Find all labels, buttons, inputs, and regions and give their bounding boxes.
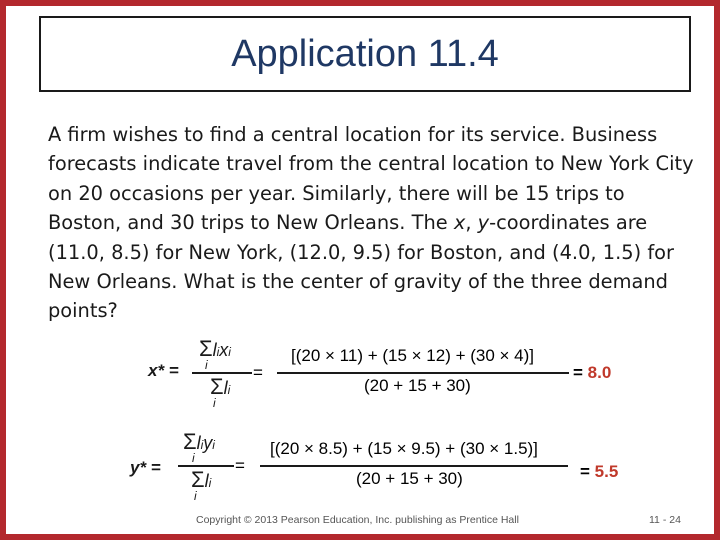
l-symbol: l (204, 471, 209, 491)
x-numerator: [(20 × 11) + (15 × 12) + (30 × 4)] (291, 346, 535, 365)
y-result (580, 462, 618, 482)
x-numerator-index: i (205, 358, 208, 372)
y-symbolic-numerator (183, 429, 215, 455)
sigma-icon: Σ (191, 467, 205, 492)
y-result-value: 5.5 (594, 462, 619, 481)
sigma-icon: Σ (199, 336, 213, 361)
x-variable: x (453, 211, 466, 235)
title-box (39, 16, 691, 92)
subscript-i: i (227, 383, 231, 397)
l-symbol: l (212, 340, 217, 360)
y-numerator: [(20 × 8.5) + (15 × 9.5) + (30 × 1.5)] (270, 439, 538, 458)
sigma-icon: Σ (210, 374, 224, 399)
x-equals: = (253, 363, 263, 382)
x-denominator-index: i (213, 396, 216, 410)
x-star-label: x* = (148, 361, 179, 380)
sigma-icon: Σ (183, 429, 197, 454)
problem-comma: , (465, 211, 478, 235)
copyright-footer: Copyright © 2013 Pearson Education, Inc. publishing as Prentice Hall (196, 514, 519, 526)
x-symbol: x (219, 340, 229, 360)
y-star-label: y* = (130, 458, 161, 477)
y-equals: = (235, 456, 245, 475)
x-result-prefix: = (573, 363, 588, 382)
slide-title: Application 11.4 (231, 32, 499, 75)
y-symbol: y (203, 433, 213, 453)
y-denominator-index: i (194, 489, 197, 503)
problem-text-part2: -coordinates are (11.0, 8.5) for New York, (12.0, 9.5) for Boston, and (4.0, 1.5) for New Orleans. What is the center of gravity of the three demand points? (48, 211, 674, 323)
problem-statement (48, 120, 698, 326)
problem-text-part1: A firm wishes to find a central location for its service. Business forecasts indicate travel from the central location to New York City on 20 occasions per year. Similarly, there will be 15 trips to Boston, and 30 trips to New Orleans. The (48, 123, 694, 235)
x-result (573, 363, 611, 383)
x-result-value: 8.0 (587, 363, 612, 382)
subscript-i: i (200, 438, 204, 452)
y-fraction-bar (260, 465, 568, 467)
x-symbolic-numerator (199, 336, 231, 362)
y-numerator-index: i (192, 451, 195, 465)
l-symbol: l (196, 433, 201, 453)
y-variable: y (477, 211, 490, 235)
subscript-i: i (228, 345, 231, 359)
slide-number: 11 - 24 (649, 514, 681, 526)
subscript-i: i (212, 438, 215, 452)
x-fraction-bar (277, 372, 569, 374)
x-denominator: (20 + 15 + 30) (364, 376, 471, 395)
y-denominator: (20 + 15 + 30) (356, 469, 463, 488)
y-result-prefix: = (580, 462, 595, 481)
subscript-i: i (208, 476, 212, 490)
l-symbol: l (223, 378, 228, 398)
subscript-i: i (216, 345, 220, 359)
